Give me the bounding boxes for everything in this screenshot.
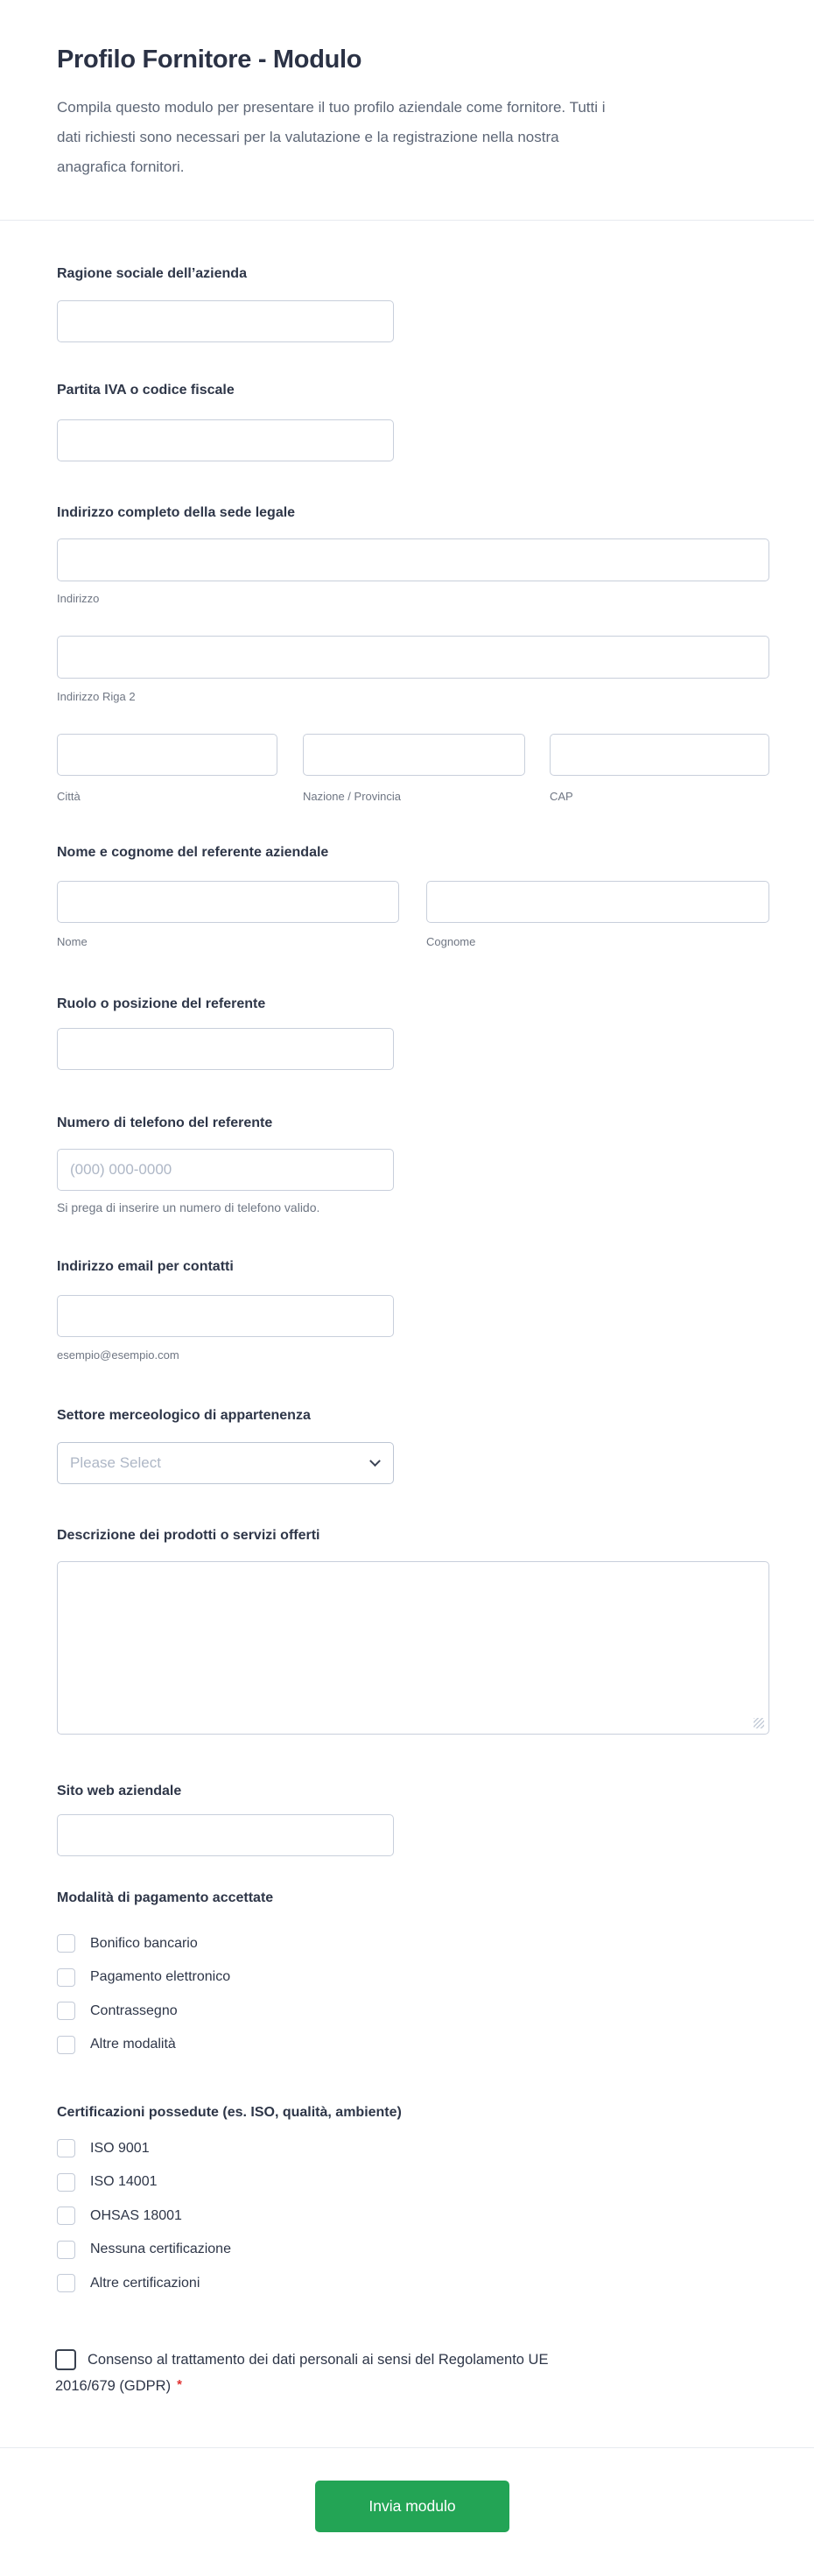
certifications-label: Certificazioni possedute (es. ISO, qualità, ambiente) — [57, 2105, 402, 2120]
website-label: Sito web aziendale — [57, 1784, 182, 1798]
form-description-line: Compila questo modulo per presentare il tuo profilo aziendale come fornitore. Tutti i — [57, 99, 606, 116]
vat-label: Partita IVA o codice fiscale — [57, 383, 235, 398]
checkbox-nessuna-certificazione[interactable] — [57, 2241, 75, 2259]
option-label: Contrassegno — [90, 2002, 178, 2018]
certifications-option-row — [57, 2241, 231, 2259]
phone-input[interactable] — [57, 1149, 394, 1191]
option-label: Nessuna certificazione — [90, 2242, 231, 2256]
zip-input[interactable] — [550, 734, 769, 776]
payments-option-row — [57, 1934, 230, 1953]
role-label: Ruolo o posizione del referente — [57, 996, 266, 1011]
certifications-option-row — [57, 2173, 231, 2192]
city-input[interactable] — [57, 734, 277, 776]
address-line2-sublabel: Indirizzo Riga 2 — [57, 690, 136, 703]
gdpr-consent-row — [55, 2348, 608, 2372]
payments-option-row — [57, 2036, 230, 2054]
address-line2-input[interactable] — [57, 636, 769, 679]
payments-label: Modalità di pagamento accettate — [57, 1890, 274, 1905]
gdpr-consent-text-line2: 2016/679 (GDPR) — [55, 2378, 172, 2394]
form-description-line: dati richiesti sono necessari per la valutazione e la registrazione nella nostra — [57, 129, 559, 145]
address-street-input[interactable] — [57, 538, 769, 581]
city-sublabel: Città — [57, 790, 81, 803]
phone-helper-text: Si prega di inserire un numero di telefono valido. — [57, 1200, 320, 1214]
contact-name-label: Nome e cognome del referente aziendale — [57, 845, 329, 860]
company-name-input[interactable] — [57, 300, 394, 342]
sector-select[interactable] — [57, 1442, 394, 1484]
checkbox-altre-certificazioni[interactable] — [57, 2274, 75, 2292]
certifications-option-row — [57, 2139, 231, 2157]
certifications-option-row — [57, 2206, 231, 2225]
option-label: Bonifico bancario — [90, 1935, 198, 1951]
products-description-label: Descrizione dei prodotti o servizi offerti — [57, 1528, 320, 1543]
email-input[interactable] — [57, 1295, 394, 1337]
resize-handle-icon[interactable] — [754, 1718, 764, 1728]
checkbox-iso-14001[interactable] — [57, 2173, 75, 2192]
gdpr-consent-text-continued — [55, 2373, 608, 2398]
address-label: Indirizzo completo della sede legale — [57, 505, 296, 520]
header-divider — [0, 220, 814, 221]
state-province-input[interactable] — [303, 734, 525, 776]
option-label: Pagamento elettronico — [90, 1969, 231, 1984]
checkbox-gdpr-consent[interactable] — [55, 2349, 76, 2370]
last-name-sublabel: Cognome — [426, 935, 476, 948]
checkbox-pagamento-elettronico[interactable] — [57, 1968, 75, 1987]
certifications-checkbox-group — [57, 2139, 231, 2308]
checkbox-contrassegno[interactable] — [57, 2002, 75, 2020]
checkbox-bonifico-bancario[interactable] — [57, 1934, 75, 1953]
vat-input[interactable] — [57, 419, 394, 461]
products-description-textarea[interactable] — [57, 1561, 769, 1735]
first-name-input[interactable] — [57, 881, 399, 923]
phone-label: Numero di telefono del referente — [57, 1116, 273, 1130]
option-label: Altre certificazioni — [90, 2275, 200, 2291]
option-label: OHSAS 18001 — [90, 2207, 182, 2223]
company-name-label: Ragione sociale dell’azienda — [57, 266, 247, 281]
certifications-option-row — [57, 2274, 231, 2292]
email-sublabel: esempio@esempio.com — [57, 1348, 179, 1362]
submit-button[interactable]: Invia modulo — [315, 2481, 509, 2532]
website-input[interactable] — [57, 1814, 394, 1856]
payments-checkbox-group — [57, 1934, 230, 2069]
checkbox-ohsas-18001[interactable] — [57, 2206, 75, 2225]
gdpr-consent-text: Consenso al trattamento dei dati personali ai sensi del Regolamento UE — [88, 2352, 549, 2368]
form-description — [57, 93, 748, 182]
first-name-sublabel: Nome — [57, 935, 88, 948]
payments-option-row — [57, 2002, 230, 2020]
required-asterisk: * — [177, 2377, 182, 2392]
option-label: ISO 14001 — [90, 2174, 158, 2189]
page-title: Profilo Fornitore - Modulo — [57, 46, 362, 74]
checkbox-iso-9001[interactable] — [57, 2139, 75, 2157]
option-label: ISO 9001 — [90, 2140, 150, 2156]
zip-sublabel: CAP — [550, 790, 573, 803]
address-street-sublabel: Indirizzo — [57, 592, 100, 605]
payments-option-row — [57, 1968, 230, 1987]
sector-label: Settore merceologico di appartenenza — [57, 1408, 311, 1423]
state-province-sublabel: Nazione / Provincia — [303, 790, 401, 803]
footer-divider — [0, 2447, 814, 2448]
email-label: Indirizzo email per contatti — [57, 1259, 234, 1274]
chevron-down-icon — [369, 1455, 381, 1467]
form-description-line: anagrafica fornitori. — [57, 158, 185, 175]
gdpr-consent-field — [55, 2348, 608, 2398]
checkbox-altre-modalita[interactable] — [57, 2036, 75, 2054]
role-input[interactable] — [57, 1028, 394, 1070]
last-name-input[interactable] — [426, 881, 769, 923]
sector-select-value: Please Select — [70, 1454, 161, 1471]
option-label: Altre modalità — [90, 2037, 176, 2052]
